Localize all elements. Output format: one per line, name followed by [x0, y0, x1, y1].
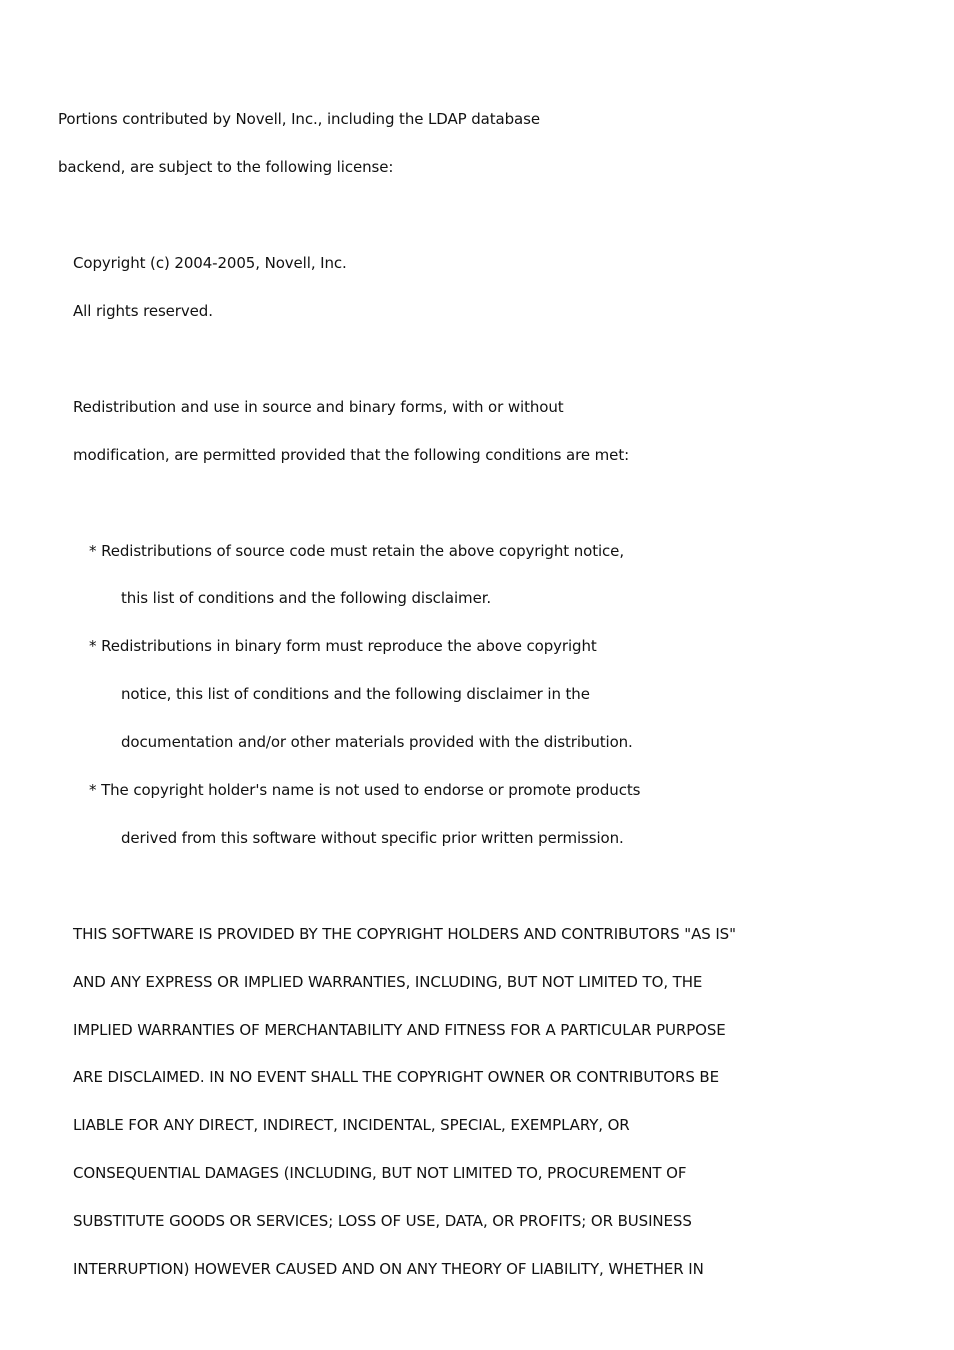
condition-1: * Redistributions of source code must retain the above copyright notice,: [89, 542, 624, 560]
copyright-line: Copyright (c) 2004-2005, Novell, Inc.: [73, 254, 347, 272]
condition-2-continuation-2: documentation and/or other materials provided with the distribution.: [121, 733, 633, 751]
disclaimer-line-4: ARE DISCLAIMED. IN NO EVENT SHALL THE COPYRIGHT OWNER OR CONTRIBUTORS BE: [73, 1068, 719, 1086]
intro-line-1: Portions contributed by Novell, Inc., including the LDAP database: [58, 110, 540, 128]
condition-3-continuation: derived from this software without specific prior written permission.: [121, 829, 624, 847]
condition-2-continuation-1: notice, this list of conditions and the following disclaimer in the: [121, 685, 590, 703]
disclaimer-line-2: AND ANY EXPRESS OR IMPLIED WARRANTIES, INCLUDING, BUT NOT LIMITED TO, THE: [73, 973, 703, 991]
intro-line-2: backend, are subject to the following license:: [58, 158, 394, 176]
disclaimer-line-5: LIABLE FOR ANY DIRECT, INDIRECT, INCIDENTAL, SPECIAL, EXEMPLARY, OR: [73, 1116, 630, 1134]
redistribution-line-2: modification, are permitted provided that the following conditions are met:: [73, 446, 630, 464]
disclaimer-line-3: IMPLIED WARRANTIES OF MERCHANTABILITY AND FITNESS FOR A PARTICULAR PURPOSE: [73, 1021, 726, 1039]
disclaimer-line-8: INTERRUPTION) HOWEVER CAUSED AND ON ANY THEORY OF LIABILITY, WHETHER IN: [73, 1260, 704, 1278]
rights-reserved-line: All rights reserved.: [73, 302, 213, 320]
condition-1-continuation: this list of conditions and the following disclaimer.: [121, 589, 492, 607]
disclaimer-line-1: THIS SOFTWARE IS PROVIDED BY THE COPYRIGHT HOLDERS AND CONTRIBUTORS "AS IS": [73, 925, 736, 943]
redistribution-line-1: Redistribution and use in source and binary forms, with or without: [73, 398, 564, 416]
disclaimer-line-6: CONSEQUENTIAL DAMAGES (INCLUDING, BUT NOT LIMITED TO, PROCUREMENT OF: [73, 1164, 687, 1182]
condition-2: * Redistributions in binary form must reproduce the above copyright: [89, 637, 597, 655]
condition-3: * The copyright holder's name is not used to endorse or promote products: [89, 781, 641, 799]
disclaimer-line-7: SUBSTITUTE GOODS OR SERVICES; LOSS OF USE, DATA, OR PROFITS; OR BUSINESS: [73, 1212, 692, 1230]
